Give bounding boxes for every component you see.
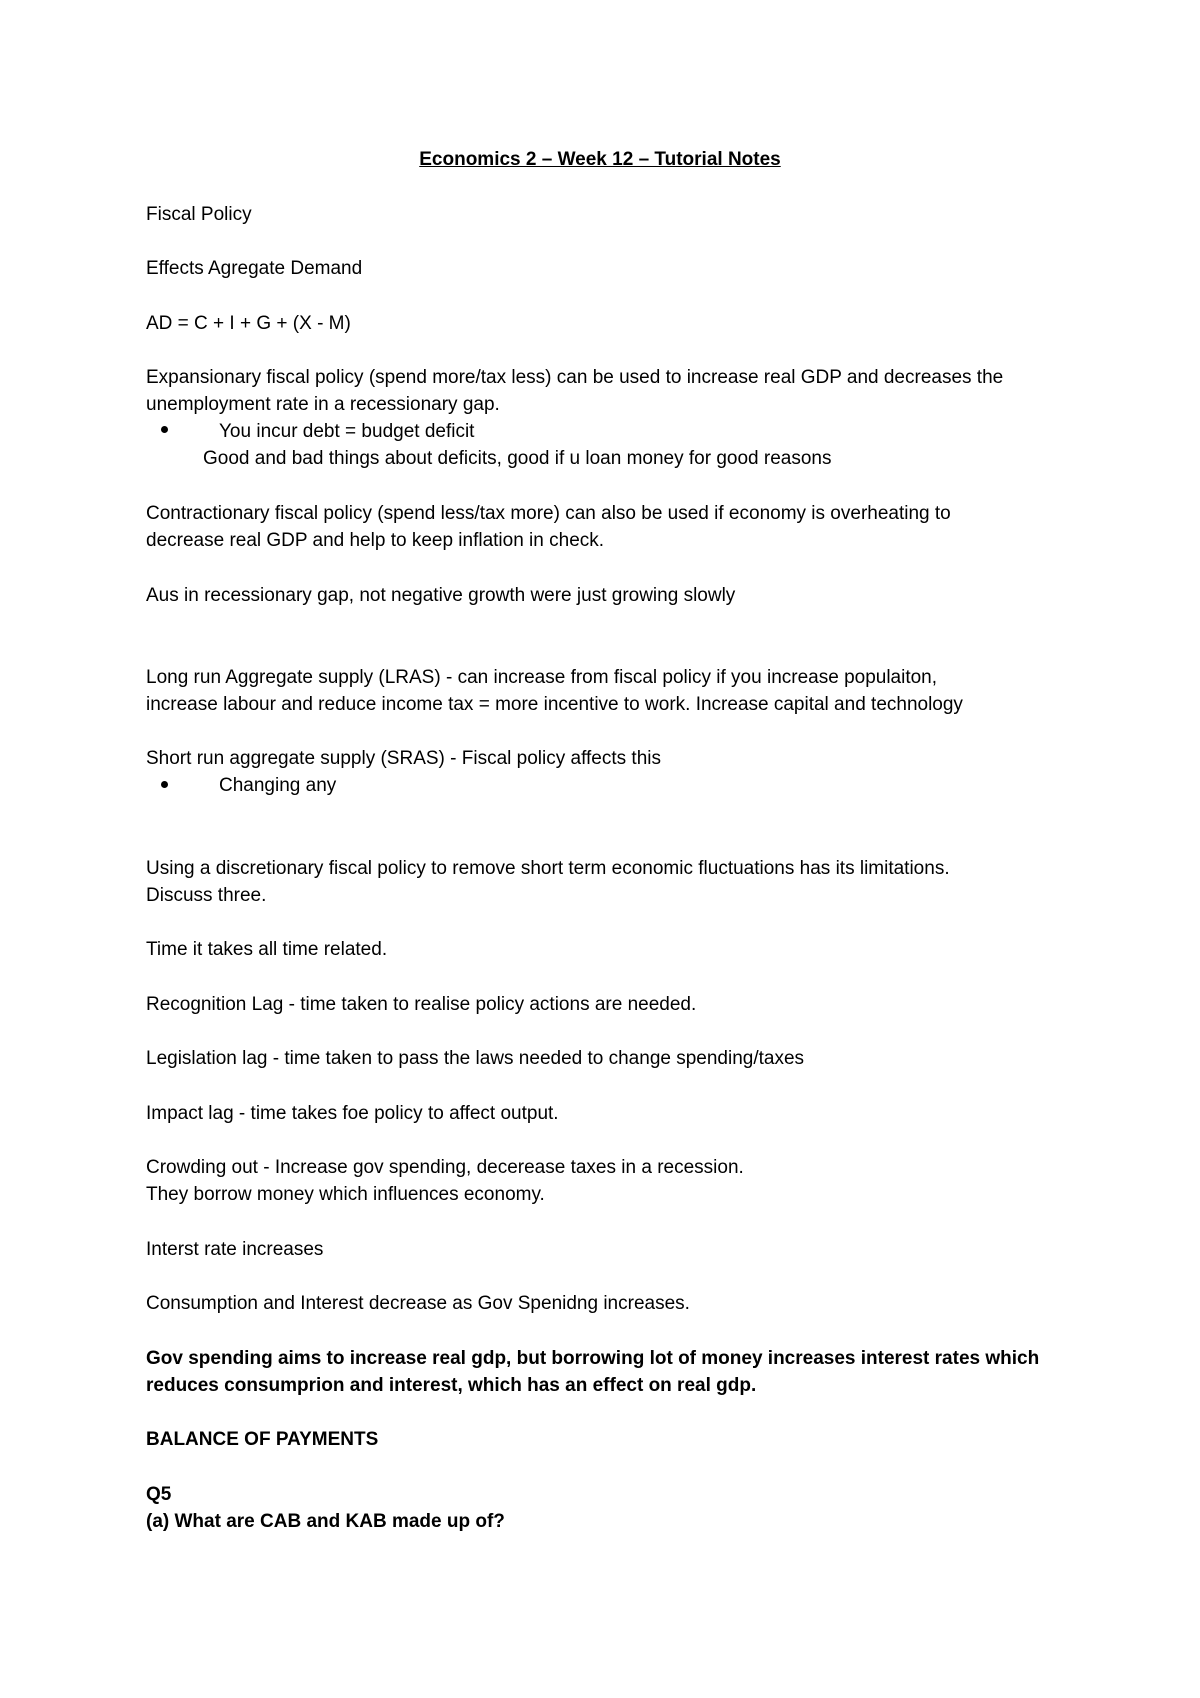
text-ad-formula: AD = C + I + G + (X - M) [146,313,351,334]
text-impact-lag: Impact lag - time takes foe policy to affect output. [146,1103,559,1124]
text-gov-spending-line-1: Gov spending aims to increase real gdp, but borrowing lot of money increases interest rates which [146,1348,1040,1369]
text-sras: Short run aggregate supply (SRAS) - Fiscal policy affects this [146,748,661,769]
heading-balance-of-payments: BALANCE OF PAYMENTS [146,1429,379,1450]
text-gov-spending-line-2: reduces consumprion and interest, which has an effect on real gdp. [146,1375,757,1396]
document-title: Economics 2 – Week 12 – Tutorial Notes [419,149,781,170]
question-text: (a) What are CAB and KAB made up of? [146,1511,505,1532]
question-number: Q5 [146,1484,172,1505]
text-discretionary-line-1: Using a discretionary fiscal policy to remove short term economic fluctuations has its limitations. [146,858,950,879]
bullet-icon [161,426,168,433]
bullet-item-changing: Changing any [219,775,337,796]
text-deficits-note: Good and bad things about deficits, good if u loan money for good reasons [203,448,832,469]
bullet-item-debt: You incur debt = budget deficit [219,421,475,442]
bullet-icon [161,781,168,788]
text-effects-ad: Effects Agregate Demand [146,258,363,279]
text-recognition-lag: Recognition Lag - time taken to realise policy actions are needed. [146,994,697,1015]
text-contractionary-line-1: Contractionary fiscal policy (spend less/tax more) can also be used if economy is overheating to [146,503,951,524]
text-discretionary-line-2: Discuss three. [146,885,267,906]
text-crowding-out-line-1: Crowding out - Increase gov spending, decerease taxes in a recession. [146,1157,744,1178]
text-consumption-decrease: Consumption and Interest decrease as Gov Spenidng increases. [146,1293,690,1314]
text-aus-recessionary-gap: Aus in recessionary gap, not negative growth were just growing slowly [146,585,736,606]
text-time-related: Time it takes all time related. [146,939,388,960]
text-lras-line-2: increase labour and reduce income tax = more incentive to work. Increase capital and technology [146,694,963,715]
heading-fiscal-policy: Fiscal Policy [146,204,252,225]
text-expansionary-line-1: Expansionary fiscal policy (spend more/tax less) can be used to increase real GDP and decreases the [146,367,1004,388]
text-crowding-out-line-2: They borrow money which influences economy. [146,1184,545,1205]
text-legislation-lag: Legislation lag - time taken to pass the laws needed to change spending/taxes [146,1048,805,1069]
text-lras-line-1: Long run Aggregate supply (LRAS) - can increase from fiscal policy if you increase populaiton, [146,667,938,688]
text-expansionary-line-2: unemployment rate in a recessionary gap. [146,394,500,415]
text-contractionary-line-2: decrease real GDP and help to keep inflation in check. [146,530,605,551]
text-interest-increases: Interst rate increases [146,1239,324,1260]
